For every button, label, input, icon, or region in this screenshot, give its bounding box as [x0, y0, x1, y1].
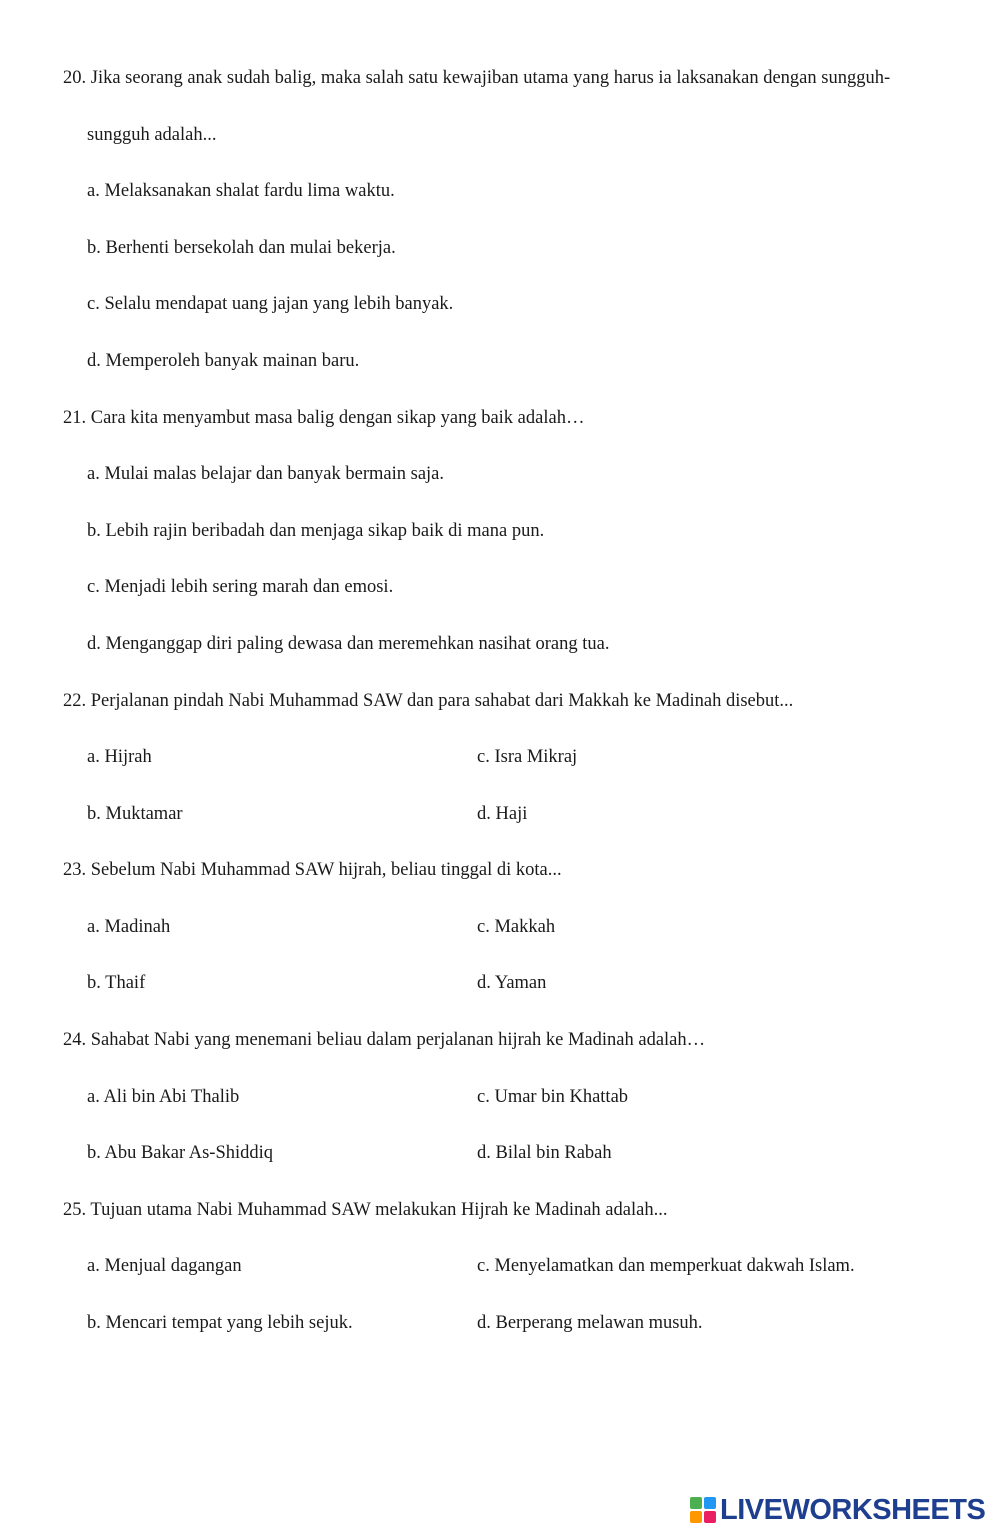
question-20-stem-continued: sungguh adalah...: [87, 125, 217, 145]
liveworksheets-wordmark: LIVEWORKSHEETS: [720, 1493, 986, 1526]
question-24-option-c[interactable]: c. Umar bin Khattab: [477, 1087, 629, 1107]
question-20-option-a[interactable]: a. Melaksanakan shalat fardu lima waktu.: [87, 181, 395, 201]
liveworksheets-brand: [690, 1494, 985, 1526]
question-25-stem: 25. Tujuan utama Nabi Muhammad SAW melakukan Hijrah ke Madinah adalah...: [63, 1200, 668, 1220]
question-23-option-b[interactable]: b. Thaif: [87, 973, 146, 993]
logo-square: [690, 1511, 702, 1523]
question-25-option-c[interactable]: c. Menyelamatkan dan memperkuat dakwah Islam.: [477, 1256, 855, 1276]
question-20-option-d[interactable]: d. Memperoleh banyak mainan baru.: [87, 351, 360, 371]
question-20-option-b[interactable]: b. Berhenti bersekolah dan mulai bekerja.: [87, 238, 396, 258]
question-22-option-a[interactable]: a. Hijrah: [87, 747, 152, 767]
question-24-option-a[interactable]: a. Ali bin Abi Thalib: [87, 1087, 240, 1107]
question-21-option-d[interactable]: d. Menganggap diri paling dewasa dan meremehkan nasihat orang tua.: [87, 634, 610, 654]
question-21-option-c[interactable]: c. Menjadi lebih sering marah dan emosi.: [87, 577, 394, 597]
question-23-option-d[interactable]: d. Yaman: [477, 973, 547, 993]
question-24-stem: 24. Sahabat Nabi yang menemani beliau dalam perjalanan hijrah ke Madinah adalah…: [63, 1030, 706, 1050]
question-23-option-c[interactable]: c. Makkah: [477, 917, 556, 937]
question-24-option-d[interactable]: d. Bilal bin Rabah: [477, 1143, 612, 1163]
question-23-option-a[interactable]: a. Madinah: [87, 917, 171, 937]
question-20-stem: 20. Jika seorang anak sudah balig, maka salah satu kewajiban utama yang harus ia laksanakan dengan sungguh-: [63, 68, 891, 88]
logo-square: [690, 1497, 702, 1509]
question-22-stem: 22. Perjalanan pindah Nabi Muhammad SAW dan para sahabat dari Makkah ke Madinah disebut...: [63, 691, 794, 711]
question-21-option-b[interactable]: b. Lebih rajin beribadah dan menjaga sikap baik di mana pun.: [87, 521, 545, 541]
question-24-option-b[interactable]: b. Abu Bakar As-Shiddiq: [87, 1143, 274, 1163]
question-23-stem: 23. Sebelum Nabi Muhammad SAW hijrah, beliau tinggal di kota...: [63, 860, 562, 880]
question-22-option-d[interactable]: d. Haji: [477, 804, 528, 824]
question-21-option-a[interactable]: a. Mulai malas belajar dan banyak bermain saja.: [87, 464, 445, 484]
question-25-option-b[interactable]: b. Mencari tempat yang lebih sejuk.: [87, 1313, 353, 1333]
question-22-option-c[interactable]: c. Isra Mikraj: [477, 747, 578, 767]
question-25-option-a[interactable]: a. Menjual dagangan: [87, 1256, 242, 1276]
logo-square: [704, 1497, 716, 1509]
logo-square: [704, 1511, 716, 1523]
question-20-option-c[interactable]: c. Selalu mendapat uang jajan yang lebih banyak.: [87, 294, 454, 314]
liveworksheets-logo-icon: [690, 1497, 716, 1523]
question-22-option-b[interactable]: b. Muktamar: [87, 804, 183, 824]
question-25-option-d[interactable]: d. Berperang melawan musuh.: [477, 1313, 703, 1333]
question-21-stem: 21. Cara kita menyambut masa balig dengan sikap yang baik adalah…: [63, 408, 585, 428]
